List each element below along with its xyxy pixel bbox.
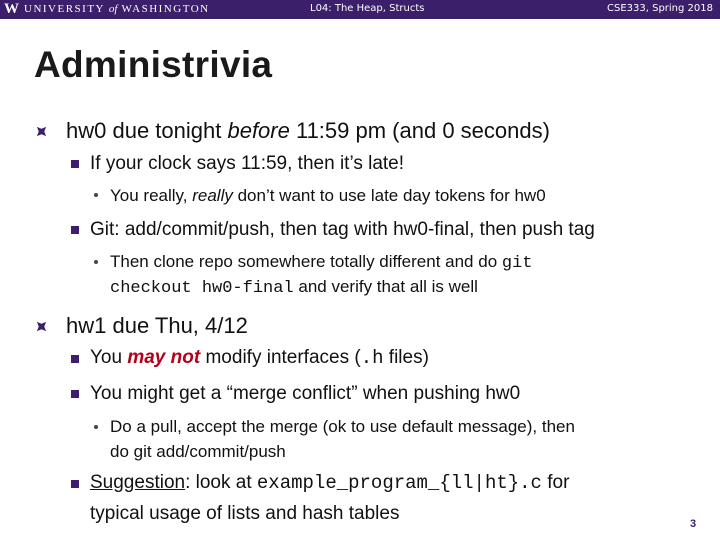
university-name: UNIVERSITY of WASHINGTON: [24, 3, 210, 15]
sub-sub-bullet-late-days: You really, really don’t want to use late day tokens for hw0: [110, 186, 546, 205]
page-number: 3: [690, 518, 697, 530]
bullet-hw0: hw0 due tonight before 11:59 pm (and 0 seconds): [66, 118, 550, 143]
header-bar: [0, 0, 720, 19]
square-bullet-icon: [71, 160, 79, 168]
dot-bullet-icon: [94, 260, 98, 264]
sub-bullet-suggestion-line2: typical usage of lists and hash tables: [90, 503, 400, 524]
sub-bullet-clock: If your clock says 11:59, then it’s late!: [90, 153, 405, 174]
course-title: CSE333, Spring 2018: [607, 3, 713, 14]
sub-sub-bullet-pull-line2: do git add/commit/push: [110, 442, 286, 461]
dot-bullet-icon: [94, 193, 98, 197]
diamond-arrow-icon: [36, 126, 47, 137]
uw-logo: [4, 1, 210, 18]
lecture-title: L04: The Heap, Structs: [310, 3, 425, 14]
sub-sub-bullet-clone-line2: checkout hw0-final and verify that all is well: [110, 277, 478, 298]
square-bullet-icon: [71, 390, 79, 398]
dot-bullet-icon: [94, 425, 98, 429]
sub-bullet-suggestion-line1: Suggestion: look at example_program_{ll|ht}.c for: [90, 472, 570, 494]
square-bullet-icon: [71, 480, 79, 488]
slide-title: Administrivia: [34, 44, 273, 85]
sub-bullet-interfaces: You may not modify interfaces (.h files): [90, 347, 429, 369]
sub-sub-bullet-pull-line1: Do a pull, accept the merge (ok to use default message), then: [110, 417, 575, 436]
sub-bullet-merge-conflict: You might get a “merge conflict” when pushing hw0: [90, 383, 521, 404]
sub-sub-bullet-clone-line1: Then clone repo somewhere totally different and do git: [110, 252, 533, 273]
square-bullet-icon: [71, 226, 79, 234]
uw-w-logo-icon: W: [4, 1, 18, 17]
diamond-arrow-icon: [36, 321, 47, 332]
square-bullet-icon: [71, 355, 79, 363]
sub-bullet-git: Git: add/commit/push, then tag with hw0-final, then push tag: [90, 219, 595, 240]
bullet-hw1: hw1 due Thu, 4/12: [66, 313, 248, 338]
